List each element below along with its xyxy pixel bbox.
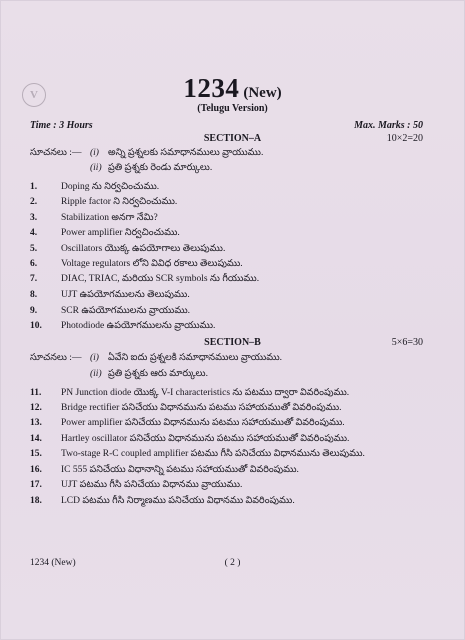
time-label: Time : 3 Hours xyxy=(30,120,93,131)
section-a-marks: 10×2=20 xyxy=(386,133,423,144)
section-b-instruction: సూచనలు :— (i) ఏవేని ఐదు ప్రశ్నలకి సమాధానములు వ్రాయుము. xyxy=(30,353,283,363)
stamp-mark: V xyxy=(22,83,46,107)
question-item: 2. Ripple factor ని నిర్వచించుము. xyxy=(30,197,178,207)
question-item: 18. LCD పటము గీసి నిర్మాణము పనిచేయు విధానము వివరింపుము. xyxy=(30,496,295,506)
question-item: 17. UJT పటము గీసి పనిచేయు విధానము వ్రాయుము. xyxy=(30,480,243,490)
question-item: 7. DIAC, TRIAC, మరియు SCR symbols ను గీయుము. xyxy=(30,274,260,284)
paper-tag: (New) xyxy=(243,85,282,101)
section-a-instruction: సూచనలు :— (i) అన్ని ప్రశ్నలకు సమాధానములు వ్రాయుము. xyxy=(30,148,264,158)
section-b-title: SECTION–B xyxy=(204,337,261,348)
paper-title xyxy=(0,73,465,104)
question-item: 16. IC 555 పనిచేయు విధానాన్ని పటము సహాయముతో వివరింపుము. xyxy=(30,465,299,475)
question-item: 10. Photodiode ఉపయోగములను వ్రాయుము. xyxy=(30,321,216,331)
question-item: 5. Oscillators యొక్క ఉపయోగాలు తెలుపుము. xyxy=(30,244,226,254)
max-marks-label: Max. Marks : 50 xyxy=(354,120,423,131)
section-b-instruction: (ii) ప్రతి ప్రశ్నకు ఆరు మార్కులు. xyxy=(90,369,208,379)
paper-code: 1234 xyxy=(183,73,240,103)
page-number: ( 2 ) xyxy=(224,558,241,568)
question-item: 14. Hartley oscillator పనిచేయు విధానమును పటము సహాయముతో వివరింపుము. xyxy=(30,434,350,444)
footer-paper-code: 1234 (New) xyxy=(30,558,76,568)
section-b-marks: 5×6=30 xyxy=(391,337,423,348)
question-item: 6. Voltage regulators లోని వివిధ రకాలు తెలుపుము. xyxy=(30,259,243,269)
question-item: 9. SCR ఉపయోగములను వ్రాయుము. xyxy=(30,306,191,316)
question-item: 13. Power amplifier పనిచేయు విధానమును పటము సహాయముతో వివరింపుము. xyxy=(30,418,345,428)
section-a-instruction: (ii) ప్రతి ప్రశ్నకు రెండు మార్కులు. xyxy=(90,163,213,173)
instruction-label: సూచనలు :— xyxy=(30,353,82,363)
question-item: 1. Doping ను నిర్వచించుము. xyxy=(30,182,160,192)
section-a-title: SECTION–A xyxy=(203,133,262,144)
paper-version: (Telugu Version) xyxy=(197,103,268,114)
question-item: 4. Power amplifier నిర్వచించుము. xyxy=(30,228,180,238)
question-item: 8. UJT ఉపయోగములను తెలుపుము. xyxy=(30,290,190,300)
question-item: 3. Stabilization అనగా నేమి? xyxy=(30,213,158,223)
question-item: 15. Two-stage R-C coupled amplifier పటము గీసి పనిచేయు విధానమును తెలుపుము. xyxy=(30,449,365,459)
question-item: 11. PN Junction diode యొక్క V-I characteristics ను పటము ద్వారా వివరింపుము. xyxy=(30,388,350,398)
question-item: 12. Bridge rectifier పనిచేయు విధానమును పటము సహాయముతో వివరింపుము. xyxy=(30,403,342,413)
instruction-label: సూచనలు :— xyxy=(30,148,82,158)
